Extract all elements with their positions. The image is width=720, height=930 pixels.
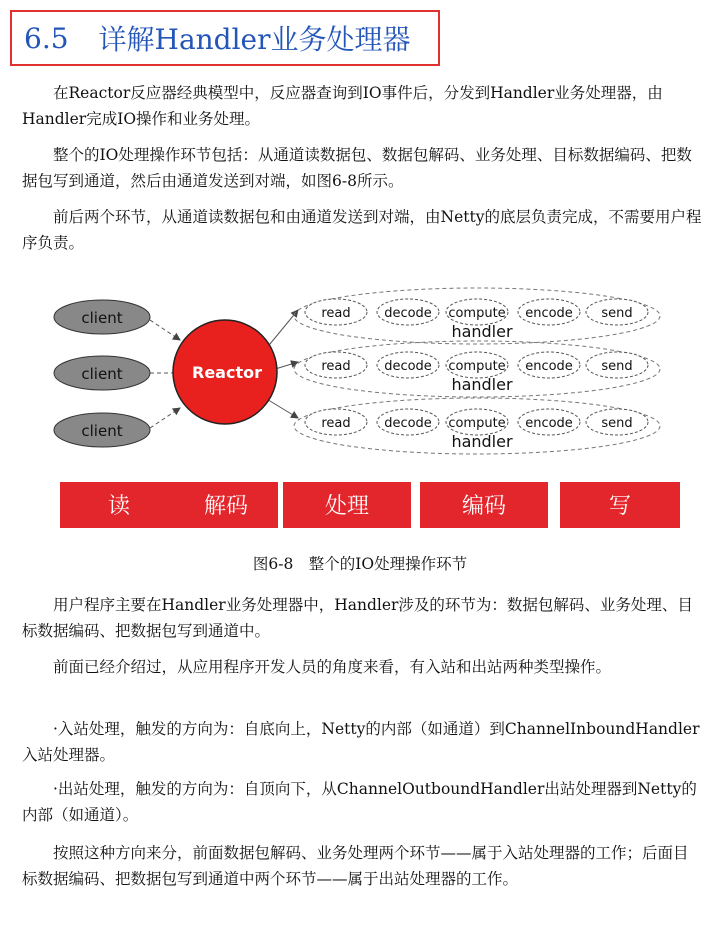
stage-label: 解码 [203, 494, 249, 519]
handler-step-label: encode [525, 359, 573, 374]
section-number: 6.5 [24, 21, 69, 55]
handler-step-label: encode [525, 416, 573, 431]
paragraph-3: 前后两个环节，从通道读数据包和由通道发送到对端，由Netty的底层负责完成，不需要用户程序负责。 [22, 208, 702, 252]
handler-row [294, 288, 660, 344]
handler-step-label: send [601, 359, 633, 374]
section-heading [10, 10, 440, 66]
stage-label: 编码 [461, 494, 507, 519]
figure-caption: 图6-8 整个的IO处理操作环节 [252, 555, 468, 573]
stage-label: 读 [107, 494, 131, 519]
paragraph-5: 前面已经介绍过，从应用程序开发人员的角度来看，有入站和出站两种类型操作。 [53, 658, 612, 676]
handler-step-label: encode [525, 306, 573, 321]
handler-label: handler [451, 432, 513, 451]
handler-step-label: read [321, 416, 351, 431]
handler-step-label: decode [384, 416, 432, 431]
handler-step-label: decode [384, 359, 432, 374]
stage-label: 写 [608, 494, 632, 519]
io-process-figure [40, 270, 690, 535]
paragraph-1: 在Reactor反应器经典模型中，反应器查询到IO事件后，分发到Handler业务处理器，由Handler完成IO操作和业务处理。 [22, 84, 663, 128]
handler-rows [294, 288, 660, 454]
stage-bar [60, 482, 680, 528]
client-label: client [81, 365, 123, 383]
handler-label: handler [451, 375, 513, 394]
paragraph-2: 整个的IO处理操作环节包括：从通道读数据包、数据包解码、业务处理、目标数据编码、把数据包写到通道，然后由通道发送到对端，如图6-8所示。 [22, 146, 692, 190]
paragraph-4: 用户程序主要在Handler业务处理器中，Handler涉及的环节为：数据包解码、业务处理、目标数据编码、把数据包写到通道中。 [22, 596, 693, 640]
handler-step-label: decode [384, 306, 432, 321]
client-node [54, 413, 150, 447]
client-node [54, 356, 150, 390]
client-label: client [81, 309, 123, 327]
handler-step-label: compute [448, 416, 506, 431]
handler-step-label: read [321, 306, 351, 321]
handler-step-label: compute [448, 359, 506, 374]
handler-row [294, 341, 660, 397]
section-title: 详解Handler业务处理器 [98, 23, 411, 56]
reactor-label: Reactor [192, 363, 262, 382]
stage-label: 处理 [324, 494, 370, 519]
handler-step-label: send [601, 416, 633, 431]
handler-step-label: read [321, 359, 351, 374]
handler-label: handler [451, 322, 513, 341]
paragraph-7: ·出站处理，触发的方向为：自顶向下，从ChannelOutboundHandler出站处理器到Netty的内部（如通道）。 [22, 780, 697, 824]
handler-step-label: compute [448, 306, 506, 321]
paragraph-6: ·入站处理，触发的方向为：自底向上，Netty的内部（如通道）到ChannelInboundHandler入站处理器。 [22, 720, 700, 764]
paragraph-8: 按照这种方向来分，前面数据包解码、业务处理两个环节——属于入站处理器的工作；后面目标数据编码、把数据包写到通道中两个环节——属于出站处理器的工作。 [22, 844, 689, 888]
client-node [54, 300, 150, 334]
handler-row [294, 398, 660, 454]
reactor-node [173, 320, 277, 424]
handler-step-label: send [601, 306, 633, 321]
client-label: client [81, 422, 123, 440]
